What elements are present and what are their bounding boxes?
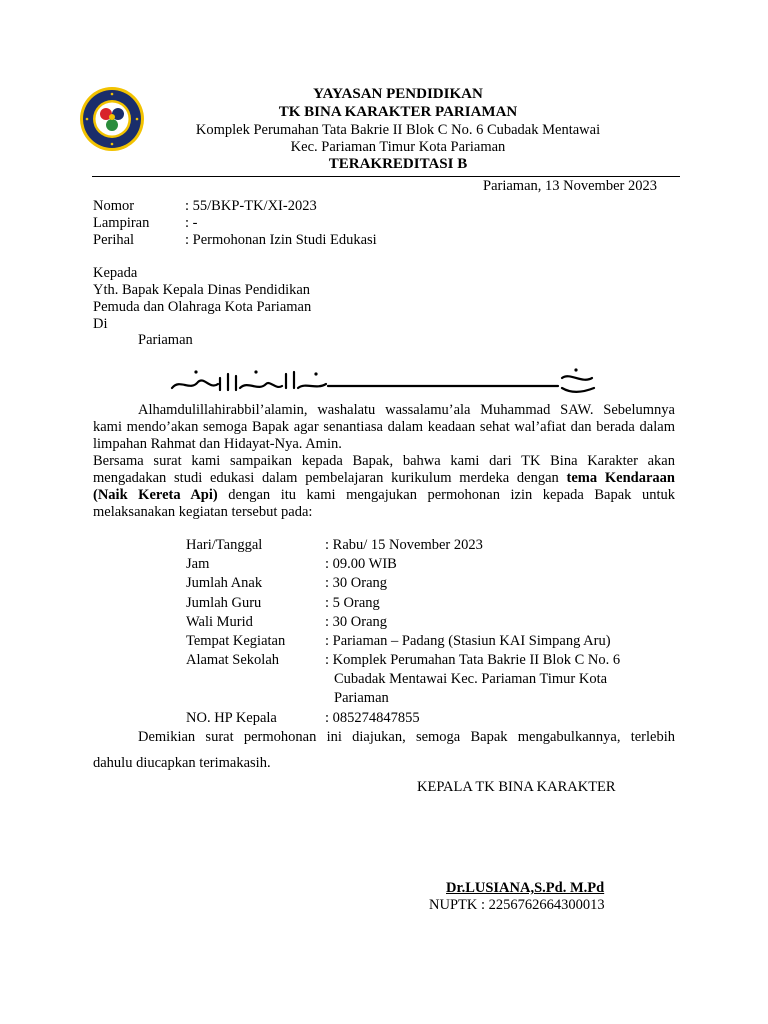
letter-date: Pariaman, 13 November 2023 [483,178,657,194]
letterhead-accreditation: TERAKREDITASI B [328,156,468,172]
detail-label-jumlah-guru: Jumlah Guru [186,595,262,611]
basmala-calligraphy-icon [166,366,598,396]
recipient-kepada: Kepada [93,265,138,281]
detail-value-jumlah-anak: : 30 Orang [325,575,388,591]
detail-value-wali-murid: : 30 Orang [325,614,388,630]
detail-label-jam: Jam [186,556,210,572]
detail-value-hari: : Rabu/ 15 November 2023 [325,537,483,553]
letterhead-address: Komplek Perumahan Tata Bakrie II Blok C No. 6 Cubadak Mentawai [195,122,601,138]
field-value-lampiran: : - [185,215,198,231]
recipient-city: Pariaman [138,332,193,348]
detail-value-hp: : 085274847855 [325,710,420,726]
field-label-lampiran: Lampiran [93,215,150,231]
letterhead-divider [92,176,680,177]
signature-nuptk: NUPTK : 2256762664300013 [429,897,605,913]
detail-label-tempat: Tempat Kegiatan [186,633,286,649]
body-paragraph-greeting: Alhamdulillahirabbil’alamin, washalatu wassalamu’ala Muhammad SAW. Sebelumnya kami mendo’akan semoga Bapak agar senantiasa dalam keadaan sehat wal’afiat dan berada dalam limpahan Rahmat dan Hidayat-Nya. Amin. [93,402,675,452]
field-value-perihal: : Permohonan Izin Studi Edukasi [185,232,377,248]
signature-title: KEPALA TK BINA KARAKTER [417,779,616,795]
body-paragraph-request [93,453,675,521]
letterhead-school-name: TK BINA KARAKTER PARIAMAN [278,104,518,120]
detail-label-wali-murid: Wali Murid [186,614,253,630]
detail-value-jumlah-guru: : 5 Orang [325,595,380,611]
detail-label-jumlah-anak: Jumlah Anak [186,575,263,591]
field-label-nomor: Nomor [93,198,135,214]
detail-value-alamat-cont-1: Cubadak Mentawai Kec. Pariaman Timur Kota [334,671,608,687]
detail-label-hp: NO. HP Kepala [186,710,277,726]
closing-line-1: Demikian surat permohonan ini diajukan, semoga Bapak mengabulkannya, terlebih [138,729,675,745]
recipient-di: Di [93,316,108,332]
field-value-nomor: : 55/BKP-TK/XI-2023 [185,198,317,214]
detail-label-alamat: Alamat Sekolah [186,652,280,668]
detail-value-alamat: : Komplek Perumahan Tata Bakrie II Blok C No. 6 [325,652,621,668]
letterhead-district: Kec. Pariaman Timur Kota Pariaman [290,139,506,155]
detail-label-hari: Hari/Tanggal [186,537,263,553]
closing-line-2: dahulu diucapkan terimakasih. [93,755,271,771]
body-request-text-a: Bersama surat kami sampaikan kepada Bapak, bahwa kami dari TK Bina Karakter akan mengadakan studi edukasi dalam pembelajaran kurikulum merdeka dengan [93,453,675,486]
detail-value-alamat-cont-2: Pariaman [334,690,389,706]
detail-value-jam: : 09.00 WIB [325,556,397,572]
body-request-text-b: dengan itu kami mengajukan permohonan izin kepada Bapak untuk melaksanakan kegiatan tersebut pada: [93,487,676,520]
recipient-line-2: Yth. Bapak Kepala Dinas Pendidikan [93,282,311,298]
signature-name: Dr.LUSIANA,S.Pd. M.Pd [446,880,605,896]
letterhead-foundation: YAYASAN PENDIDIKAN [313,86,483,102]
detail-value-tempat: : Pariaman – Padang (Stasiun KAI Simpang Aru) [325,633,611,649]
field-label-perihal: Perihal [93,232,135,248]
recipient-line-3: Pemuda dan Olahraga Kota Pariaman [93,299,312,315]
body-request-theme: tema Kendaraan (Naik Kereta Api) [93,470,675,503]
